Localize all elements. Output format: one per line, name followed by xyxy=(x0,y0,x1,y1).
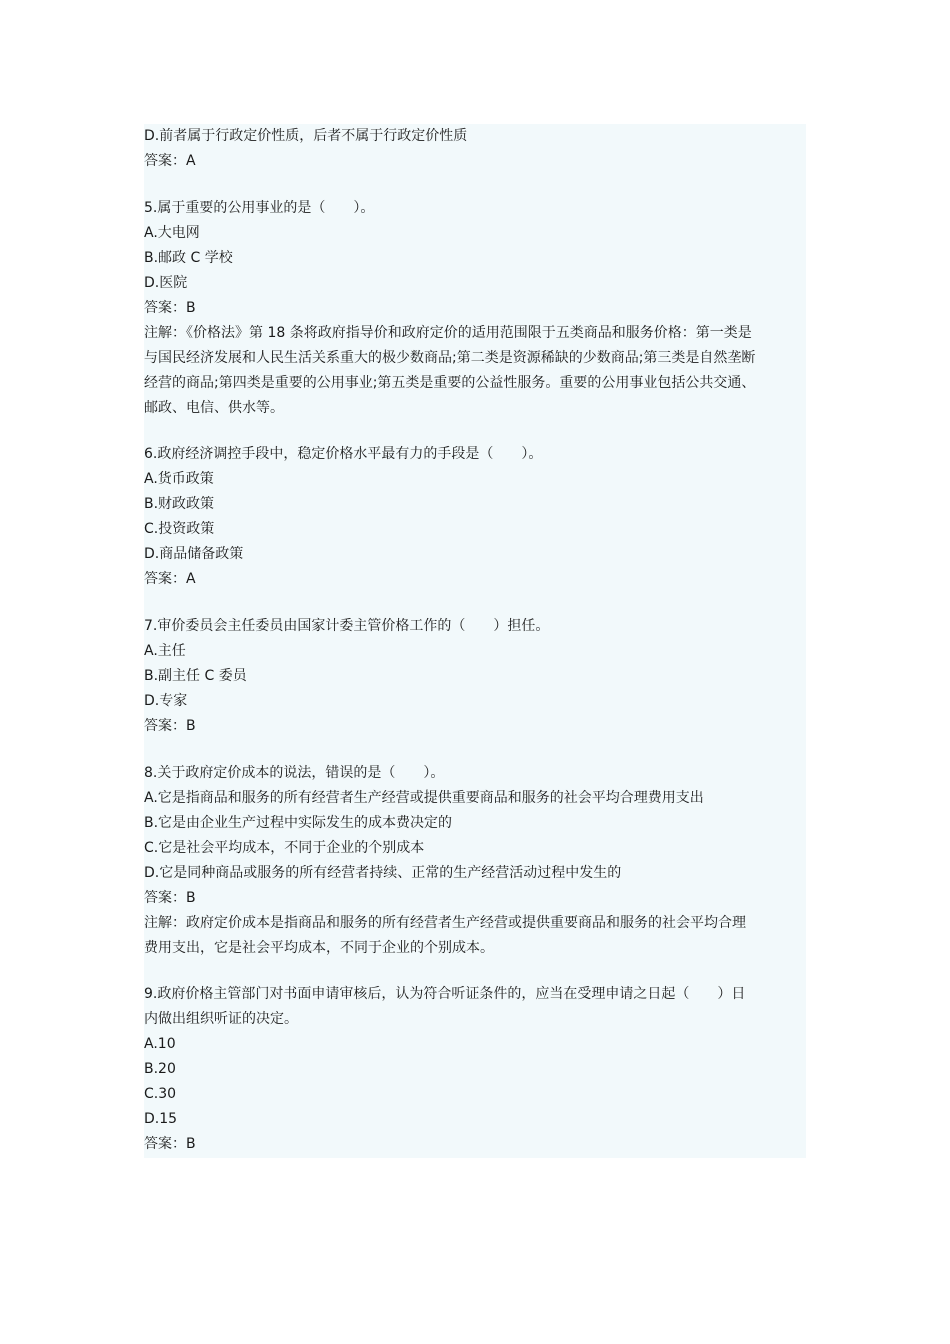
document-page xyxy=(144,124,806,1158)
option-d: D.前者属于行政定价性质，后者不属于行政定价性质 xyxy=(144,128,468,144)
option-c: C.30 xyxy=(144,1086,177,1102)
note-line: 费用支出，它是社会平均成本，不同于企业的个别成本。 xyxy=(144,940,494,956)
question-stem: 9.政府价格主管部门对书面申请审核后，认为符合听证条件的，应当在受理申请之日起（ ）日 xyxy=(144,986,746,1002)
question-6 xyxy=(144,442,806,592)
note-line: 经营的商品;第四类是重要的公用事业;第五类是重要的公益性服务。重要的公用事业包括公共交通、 xyxy=(144,375,756,391)
option-d: D.它是同种商品或服务的所有经营者持续、正常的生产经营活动过程中发生的 xyxy=(144,865,622,881)
option-c: C.投资政策 xyxy=(144,521,215,537)
answer: 答案：B xyxy=(144,718,196,734)
question-8 xyxy=(144,761,806,961)
option-a: A.货币政策 xyxy=(144,471,214,487)
option-d: D.15 xyxy=(144,1111,178,1127)
question-stem: 6.政府经济调控手段中，稳定价格水平最有力的手段是（ ）。 xyxy=(144,446,543,462)
option-b: B.20 xyxy=(144,1061,176,1077)
option-b: B.财政政策 xyxy=(144,496,215,512)
prev-question-tail xyxy=(144,124,806,174)
answer: 答案：B xyxy=(144,300,196,316)
answer: 答案：A xyxy=(144,153,196,169)
question-5 xyxy=(144,196,806,421)
option-b: B.副主任 C 委员 xyxy=(144,668,247,684)
note-line: 注解：政府定价成本是指商品和服务的所有经营者生产经营或提供重要商品和服务的社会平均合理 xyxy=(144,915,746,931)
option-d: D.医院 xyxy=(144,275,188,291)
question-stem: 5.属于重要的公用事业的是（ ）。 xyxy=(144,200,375,216)
option-d: D.商品储备政策 xyxy=(144,546,244,562)
option-b: B.它是由企业生产过程中实际发生的成本费决定的 xyxy=(144,815,453,831)
question-stem: 7.审价委员会主任委员由国家计委主管价格工作的（ ）担任。 xyxy=(144,618,550,634)
option-a: A.10 xyxy=(144,1036,176,1052)
option-a: A.大电网 xyxy=(144,225,200,241)
answer: 答案：A xyxy=(144,571,196,587)
note-line: 邮政、电信、供水等。 xyxy=(144,400,284,416)
question-9 xyxy=(144,982,806,1157)
question-stem: 8.关于政府定价成本的说法，错误的是（ ）。 xyxy=(144,765,445,781)
note-line: 与国民经济发展和人民生活关系重大的极少数商品;第二类是资源稀缺的少数商品;第三类是自然垄断 xyxy=(144,350,756,366)
option-d: D.专家 xyxy=(144,693,188,709)
answer: 答案：B xyxy=(144,890,196,906)
option-a: A.主任 xyxy=(144,643,186,659)
option-c: C.它是社会平均成本，不同于企业的个别成本 xyxy=(144,840,425,856)
question-stem-continued: 内做出组织听证的决定。 xyxy=(144,1011,298,1027)
answer: 答案：B xyxy=(144,1136,196,1152)
option-a: A.它是指商品和服务的所有经营者生产经营或提供重要商品和服务的社会平均合理费用支出 xyxy=(144,790,704,806)
note-line: 注解：《价格法》第 18 条将政府指导价和政府定价的适用范围限于五类商品和服务价格：第一类是 xyxy=(144,325,752,341)
option-b: B.邮政 C 学校 xyxy=(144,250,233,266)
question-7 xyxy=(144,614,806,739)
